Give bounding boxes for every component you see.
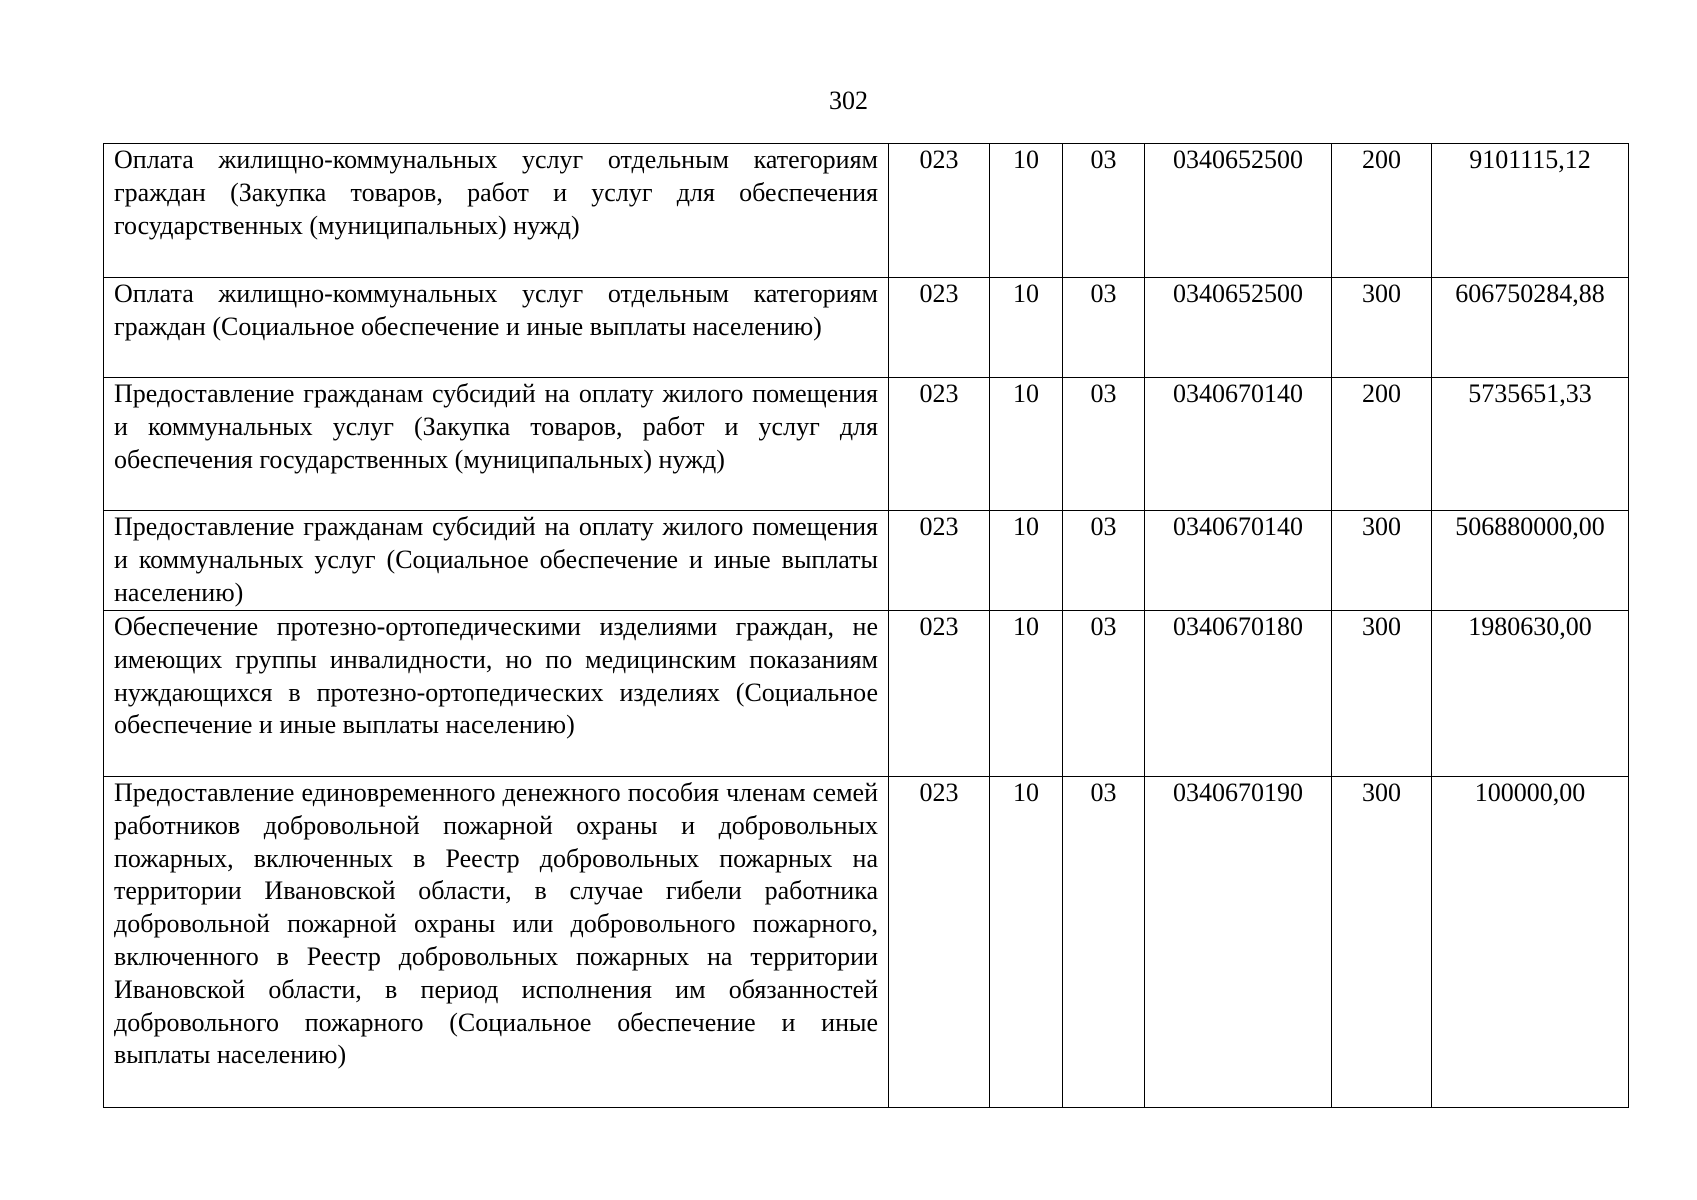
subsection-code: 03 [1063, 777, 1145, 1108]
ministry-code: 023 [889, 611, 990, 777]
ministry-code: 023 [889, 144, 990, 278]
ministry-code: 023 [889, 777, 990, 1108]
page-number: 302 [829, 86, 868, 115]
table-row [104, 777, 1629, 1108]
target-article-code: 0340670180 [1145, 611, 1332, 777]
section-code: 10 [990, 144, 1063, 278]
row-description: Оплата жилищно-коммунальных услуг отдельным категориям граждан (Закупка товаров, работ и услуг для обеспечения государственных (муниципальных) нужд) [104, 144, 889, 278]
row-description: Предоставление единовременного денежного пособия членам семей работников добровольной пожарной охраны и добровольных пожарных, включенных в Реестр добровольных пожарных на территории Ивановской области, в случае гибели работника добровольной пожарной охраны или добровольного пожарного, включенного в Реестр добровольных пожарных на территории Ивановской области, в период исполнения им обязанностей добровольного пожарного (Социальное обеспечение и иные выплаты населению) [104, 777, 889, 1108]
ministry-code: 023 [889, 278, 990, 378]
subsection-code: 03 [1063, 611, 1145, 777]
subsection-code: 03 [1063, 144, 1145, 278]
section-code: 10 [990, 611, 1063, 777]
subsection-code: 03 [1063, 278, 1145, 378]
amount: 506880000,00 [1432, 511, 1629, 611]
expense-type-code: 300 [1332, 611, 1432, 777]
target-article-code: 0340670140 [1145, 511, 1332, 611]
row-description: Предоставление гражданам субсидий на оплату жилого помещения и коммунальных услуг (Социальное обеспечение и иные выплаты населению) [104, 511, 889, 611]
table-row [104, 511, 1629, 611]
table-row [104, 144, 1629, 278]
table-row [104, 378, 1629, 511]
row-description: Обеспечение протезно-ортопедическими изделиями граждан, не имеющих группы инвалидности, но по медицинским показаниям нуждающихся в протезно-ортопедических изделиях (Социальное обеспечение и иные выплаты населению) [104, 611, 889, 777]
amount: 100000,00 [1432, 777, 1629, 1108]
subsection-code: 03 [1063, 378, 1145, 511]
table-row [104, 278, 1629, 378]
section-code: 10 [990, 378, 1063, 511]
table-row [104, 611, 1629, 777]
amount: 1980630,00 [1432, 611, 1629, 777]
expense-type-code: 300 [1332, 278, 1432, 378]
section-code: 10 [990, 777, 1063, 1108]
ministry-code: 023 [889, 511, 990, 611]
section-code: 10 [990, 511, 1063, 611]
target-article-code: 0340652500 [1145, 144, 1332, 278]
subsection-code: 03 [1063, 511, 1145, 611]
target-article-code: 0340670190 [1145, 777, 1332, 1108]
ministry-code: 023 [889, 378, 990, 511]
amount: 9101115,12 [1432, 144, 1629, 278]
target-article-code: 0340670140 [1145, 378, 1332, 511]
amount: 5735651,33 [1432, 378, 1629, 511]
budget-table [103, 143, 1629, 1108]
amount: 606750284,88 [1432, 278, 1629, 378]
expense-type-code: 300 [1332, 511, 1432, 611]
expense-type-code: 200 [1332, 378, 1432, 511]
expense-type-code: 200 [1332, 144, 1432, 278]
row-description: Оплата жилищно-коммунальных услуг отдельным категориям граждан (Социальное обеспечение и иные выплаты населению) [104, 278, 889, 378]
section-code: 10 [990, 278, 1063, 378]
target-article-code: 0340652500 [1145, 278, 1332, 378]
row-description: Предоставление гражданам субсидий на оплату жилого помещения и коммунальных услуг (Закупка товаров, работ и услуг для обеспечения государственных (муниципальных) нужд) [104, 378, 889, 511]
expense-type-code: 300 [1332, 777, 1432, 1108]
